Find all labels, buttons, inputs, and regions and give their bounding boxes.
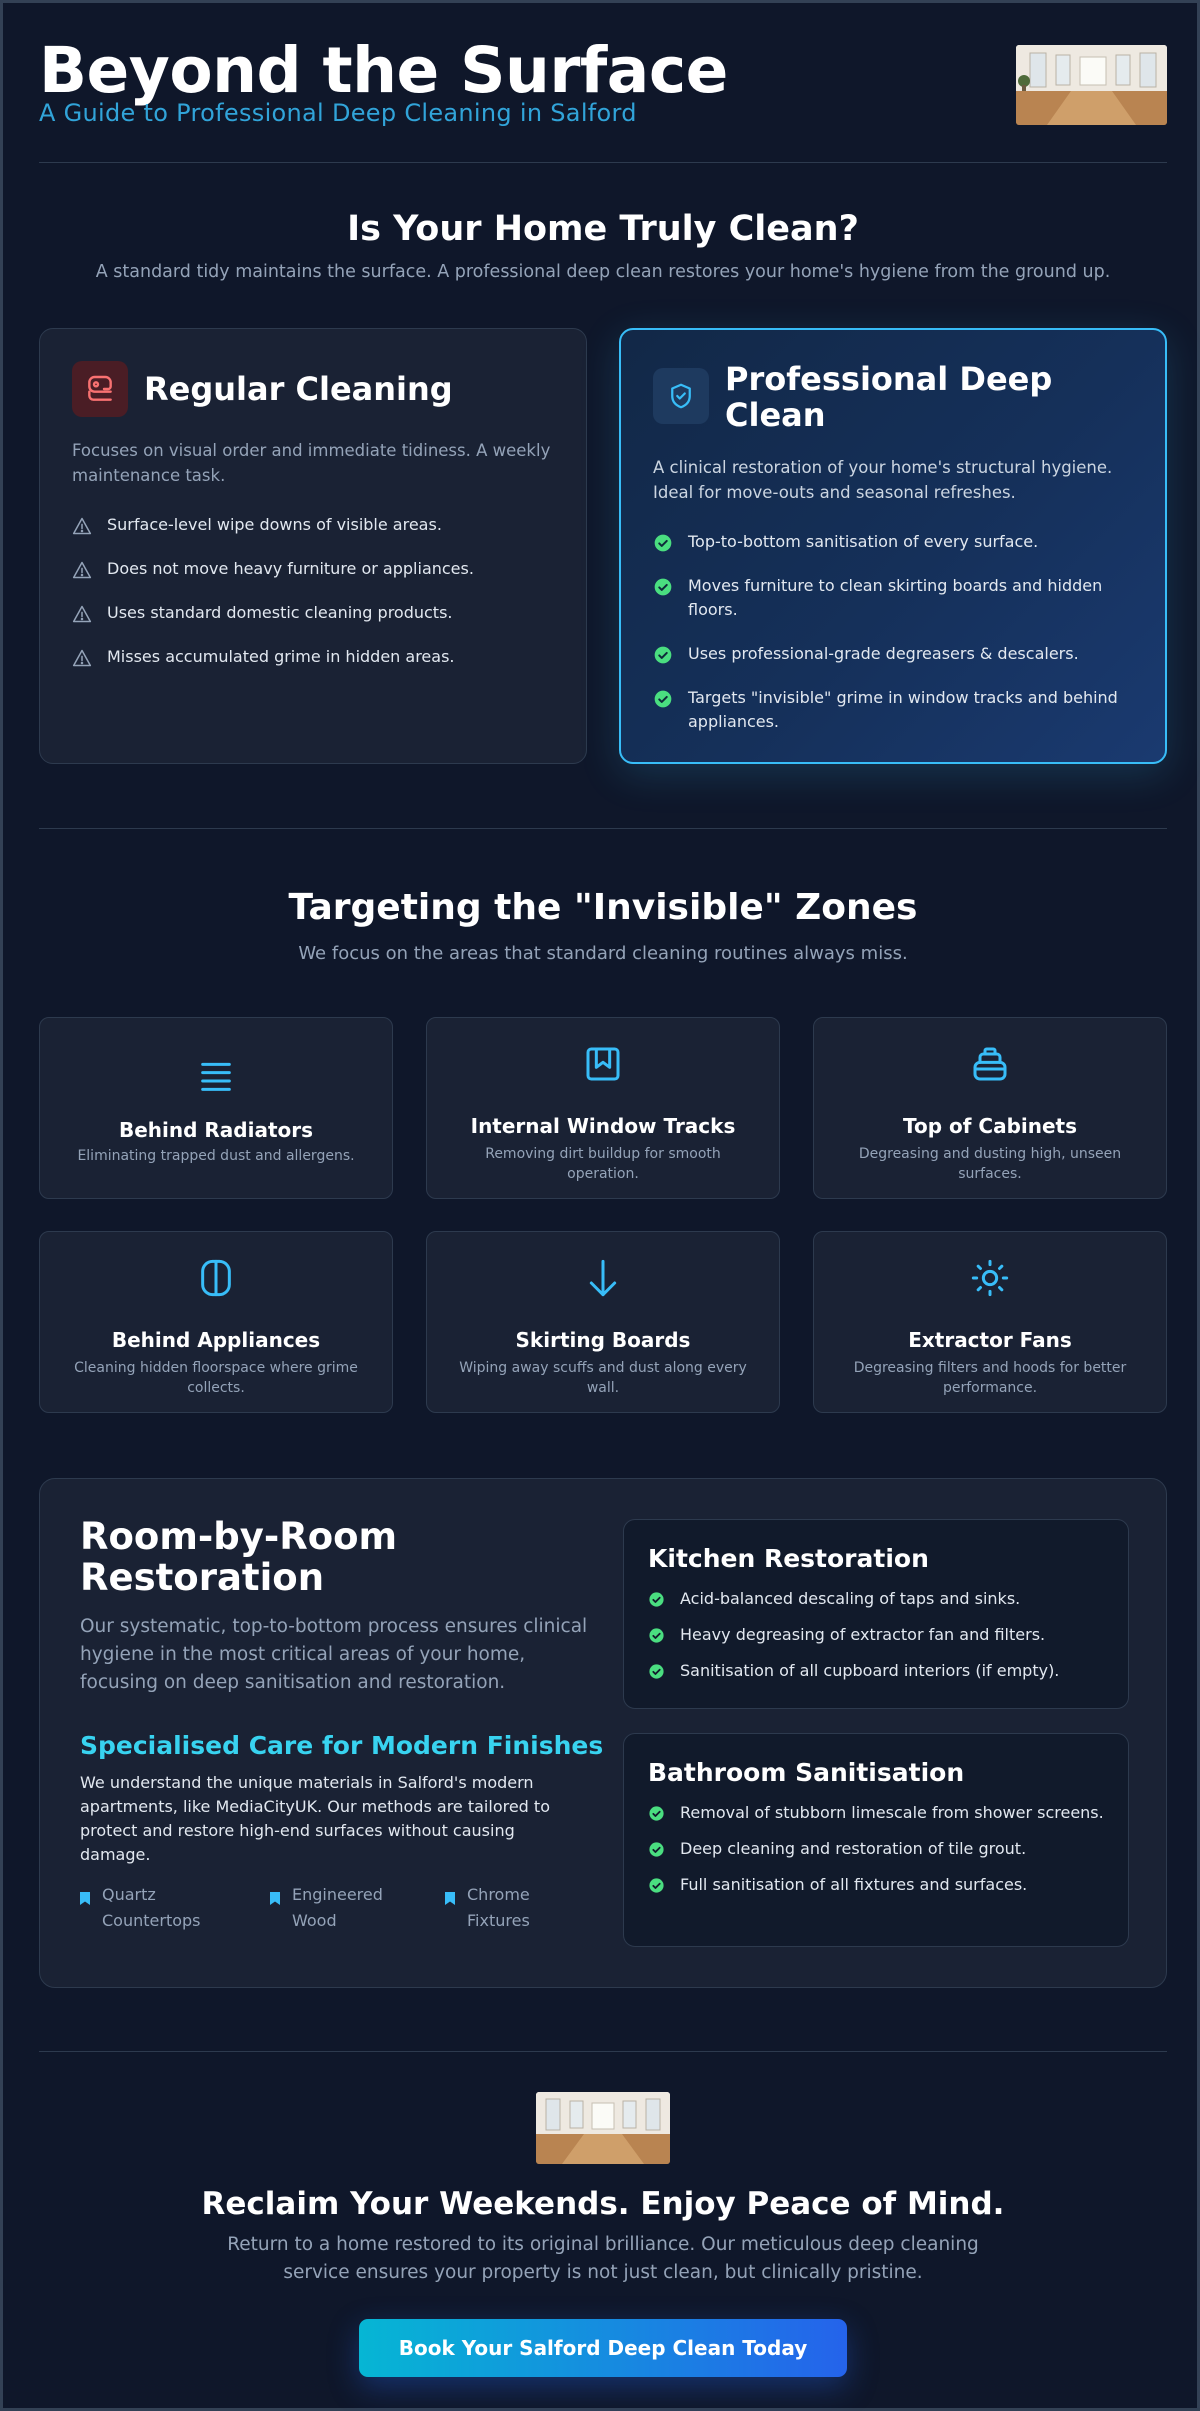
zone-desc: Wiping away scuffs and dust along every wall. <box>459 1360 747 1397</box>
room-title: Room-by-Room Restoration <box>80 1515 398 1599</box>
room-restoration-panel <box>39 1478 1167 1988</box>
check-circle-icon <box>648 1627 665 1644</box>
bookmark-icon <box>80 1892 90 1905</box>
bookmark-icon <box>445 1892 455 1905</box>
professional-item-text: Moves furniture to clean skirting boards and hidden floors. <box>688 576 1103 619</box>
regular-cleaning-card <box>39 328 587 764</box>
zones-subtitle: We focus on the areas that standard cleaning routines always miss. <box>298 943 908 964</box>
zone-desc: Cleaning hidden floorspace where grime collects. <box>74 1360 358 1397</box>
check-circle-icon <box>653 533 673 553</box>
page-title: Beyond the Surface <box>39 34 728 107</box>
comparison-title: Is Your Home Truly Clean? <box>347 209 859 249</box>
finish-tag-label: Quartz Countertops <box>102 1885 201 1930</box>
bathroom-item-text: Deep cleaning and restoration of tile grout. <box>680 1839 1027 1858</box>
kitchen-restoration-box <box>623 1519 1129 1709</box>
bathroom-item-text: Full sanitisation of all fixtures and surfaces. <box>680 1875 1028 1894</box>
zone-card-extractor <box>813 1231 1167 1413</box>
professional-item-text: Uses professional-grade degreasers & descalers. <box>688 644 1079 663</box>
professional-description: A clinical restoration of your home's structural hygiene. Ideal for move-outs and seasonal refreshes. <box>653 458 1113 502</box>
zone-card-radiators <box>39 1017 393 1199</box>
list-item <box>72 601 554 625</box>
check-circle-icon <box>648 1663 665 1680</box>
list-item <box>72 513 554 537</box>
warning-icon <box>72 648 92 668</box>
tissue-roll-icon <box>72 361 128 417</box>
professional-item-text: Top-to-bottom sanitisation of every surface. <box>688 532 1039 551</box>
section-divider <box>39 828 1167 829</box>
regular-item-text: Surface-level wipe downs of visible areas. <box>107 515 442 534</box>
zone-card-cabinets <box>813 1017 1167 1199</box>
list-item <box>653 574 1133 622</box>
zone-title: Behind Radiators <box>118 1118 314 1142</box>
finish-tag <box>445 1882 615 1933</box>
zone-card-skirting <box>426 1231 780 1413</box>
list-item <box>648 1623 1104 1647</box>
radiator-icon <box>196 1056 236 1096</box>
page-subtitle: A Guide to Professional Deep Cleaning in Salford <box>39 99 637 127</box>
check-circle-icon <box>648 1841 665 1858</box>
book-deep-clean-button[interactable]: Book Your Salford Deep Clean Today <box>359 2319 847 2377</box>
cta-title: Reclaim Your Weekends. Enjoy Peace of Mind. <box>201 2186 1005 2222</box>
regular-description: Focuses on visual order and immediate tidiness. A weekly maintenance task. <box>72 441 551 485</box>
check-circle-icon <box>648 1877 665 1894</box>
zone-title: Skirting Boards <box>515 1328 691 1352</box>
zone-card-appliances <box>39 1231 393 1413</box>
zone-desc: Degreasing filters and hoods for better performance. <box>853 1360 1127 1397</box>
window-track-icon <box>583 1044 623 1084</box>
finishes-title: Specialised Care for Modern Finishes <box>80 1731 604 1760</box>
zone-title: Internal Window Tracks <box>470 1114 736 1138</box>
zones-title: Targeting the "Invisible" Zones <box>288 887 918 928</box>
appliance-icon <box>196 1258 236 1298</box>
kitchen-item-text: Sanitisation of all cupboard interiors (if empty). <box>680 1661 1060 1680</box>
regular-item-text: Does not move heavy furniture or appliances. <box>107 559 474 578</box>
zone-card-window-tracks <box>426 1017 780 1199</box>
list-item <box>648 1801 1104 1825</box>
zone-desc: Degreasing and dusting high, unseen surfaces. <box>858 1146 1122 1183</box>
list-item <box>648 1873 1104 1897</box>
check-circle-icon <box>653 577 673 597</box>
fan-icon <box>970 1258 1010 1298</box>
list-item <box>653 686 1133 734</box>
zone-title: Top of Cabinets <box>902 1114 1078 1138</box>
zone-title: Behind Appliances <box>111 1328 321 1352</box>
finish-tag <box>270 1882 440 1933</box>
section-divider <box>39 2051 1167 2052</box>
warning-icon <box>72 560 92 580</box>
professional-list <box>653 530 1133 754</box>
professional-clean-card <box>619 328 1167 764</box>
shield-check-icon <box>653 368 709 424</box>
list-item <box>648 1837 1104 1861</box>
check-circle-icon <box>653 645 673 665</box>
bathroom-title: Bathroom Sanitisation <box>648 1758 965 1787</box>
bathroom-item-text: Removal of stubborn limescale from shower screens. <box>680 1803 1104 1822</box>
kitchen-item-text: Acid-balanced descaling of taps and sinks. <box>680 1589 1021 1608</box>
list-item <box>72 645 554 669</box>
zone-desc: Removing dirt buildup for smooth operation. <box>485 1146 721 1183</box>
list-item <box>653 642 1133 666</box>
check-circle-icon <box>648 1591 665 1608</box>
warning-icon <box>72 516 92 536</box>
zone-title: Extractor Fans <box>908 1328 1072 1352</box>
comparison-subtitle: A standard tidy maintains the surface. A professional deep clean restores your home's hygiene from the ground up. <box>95 262 1111 282</box>
list-item <box>653 530 1133 554</box>
regular-item-text: Misses accumulated grime in hidden areas. <box>107 647 455 666</box>
room-photo <box>1016 45 1167 125</box>
zone-desc: Eliminating trapped dust and allergens. <box>77 1148 355 1164</box>
bookmark-icon <box>270 1892 280 1905</box>
professional-item-text: Targets "invisible" grime in window tracks and behind appliances. <box>688 688 1118 731</box>
room-description: Our systematic, top-to-bottom process ensures clinical hygiene in the most critical areas of your home, focusing on deep sanitisation and restoration. <box>80 1616 588 1693</box>
regular-list <box>72 513 554 689</box>
kitchen-title: Kitchen Restoration <box>648 1544 929 1573</box>
finish-tag <box>80 1882 250 1933</box>
arrow-down-icon <box>583 1258 623 1298</box>
cta-description: Return to a home restored to its original brilliance. Our meticulous deep cleaning service ensures your property is not just clean, but clinically pristine. <box>227 2234 979 2283</box>
room-photo <box>536 2092 670 2164</box>
regular-item-text: Uses standard domestic cleaning products. <box>107 603 453 622</box>
bathroom-sanitisation-box <box>623 1733 1129 1947</box>
list-item <box>72 557 554 581</box>
list-item <box>648 1659 1104 1683</box>
list-item <box>648 1587 1104 1611</box>
cabinet-icon <box>970 1044 1010 1084</box>
bathroom-list <box>648 1801 1104 1897</box>
regular-heading: Regular Cleaning <box>144 370 453 408</box>
check-circle-icon <box>653 689 673 709</box>
check-circle-icon <box>648 1805 665 1822</box>
kitchen-item-text: Heavy degreasing of extractor fan and filters. <box>680 1625 1046 1644</box>
professional-heading: Professional Deep Clean <box>725 360 1053 434</box>
finish-tag-label: Chrome Fixtures <box>467 1885 530 1930</box>
header <box>39 33 1167 163</box>
finishes-description: We understand the unique materials in Salford's modern apartments, like MediaCityUK. Our methods are tailored to protect and restore high-end surfaces without causing damage. <box>80 1773 550 1864</box>
header-divider <box>39 162 1167 163</box>
kitchen-list <box>648 1587 1104 1683</box>
finish-tag-label: Engineered Wood <box>292 1885 383 1930</box>
warning-icon <box>72 604 92 624</box>
